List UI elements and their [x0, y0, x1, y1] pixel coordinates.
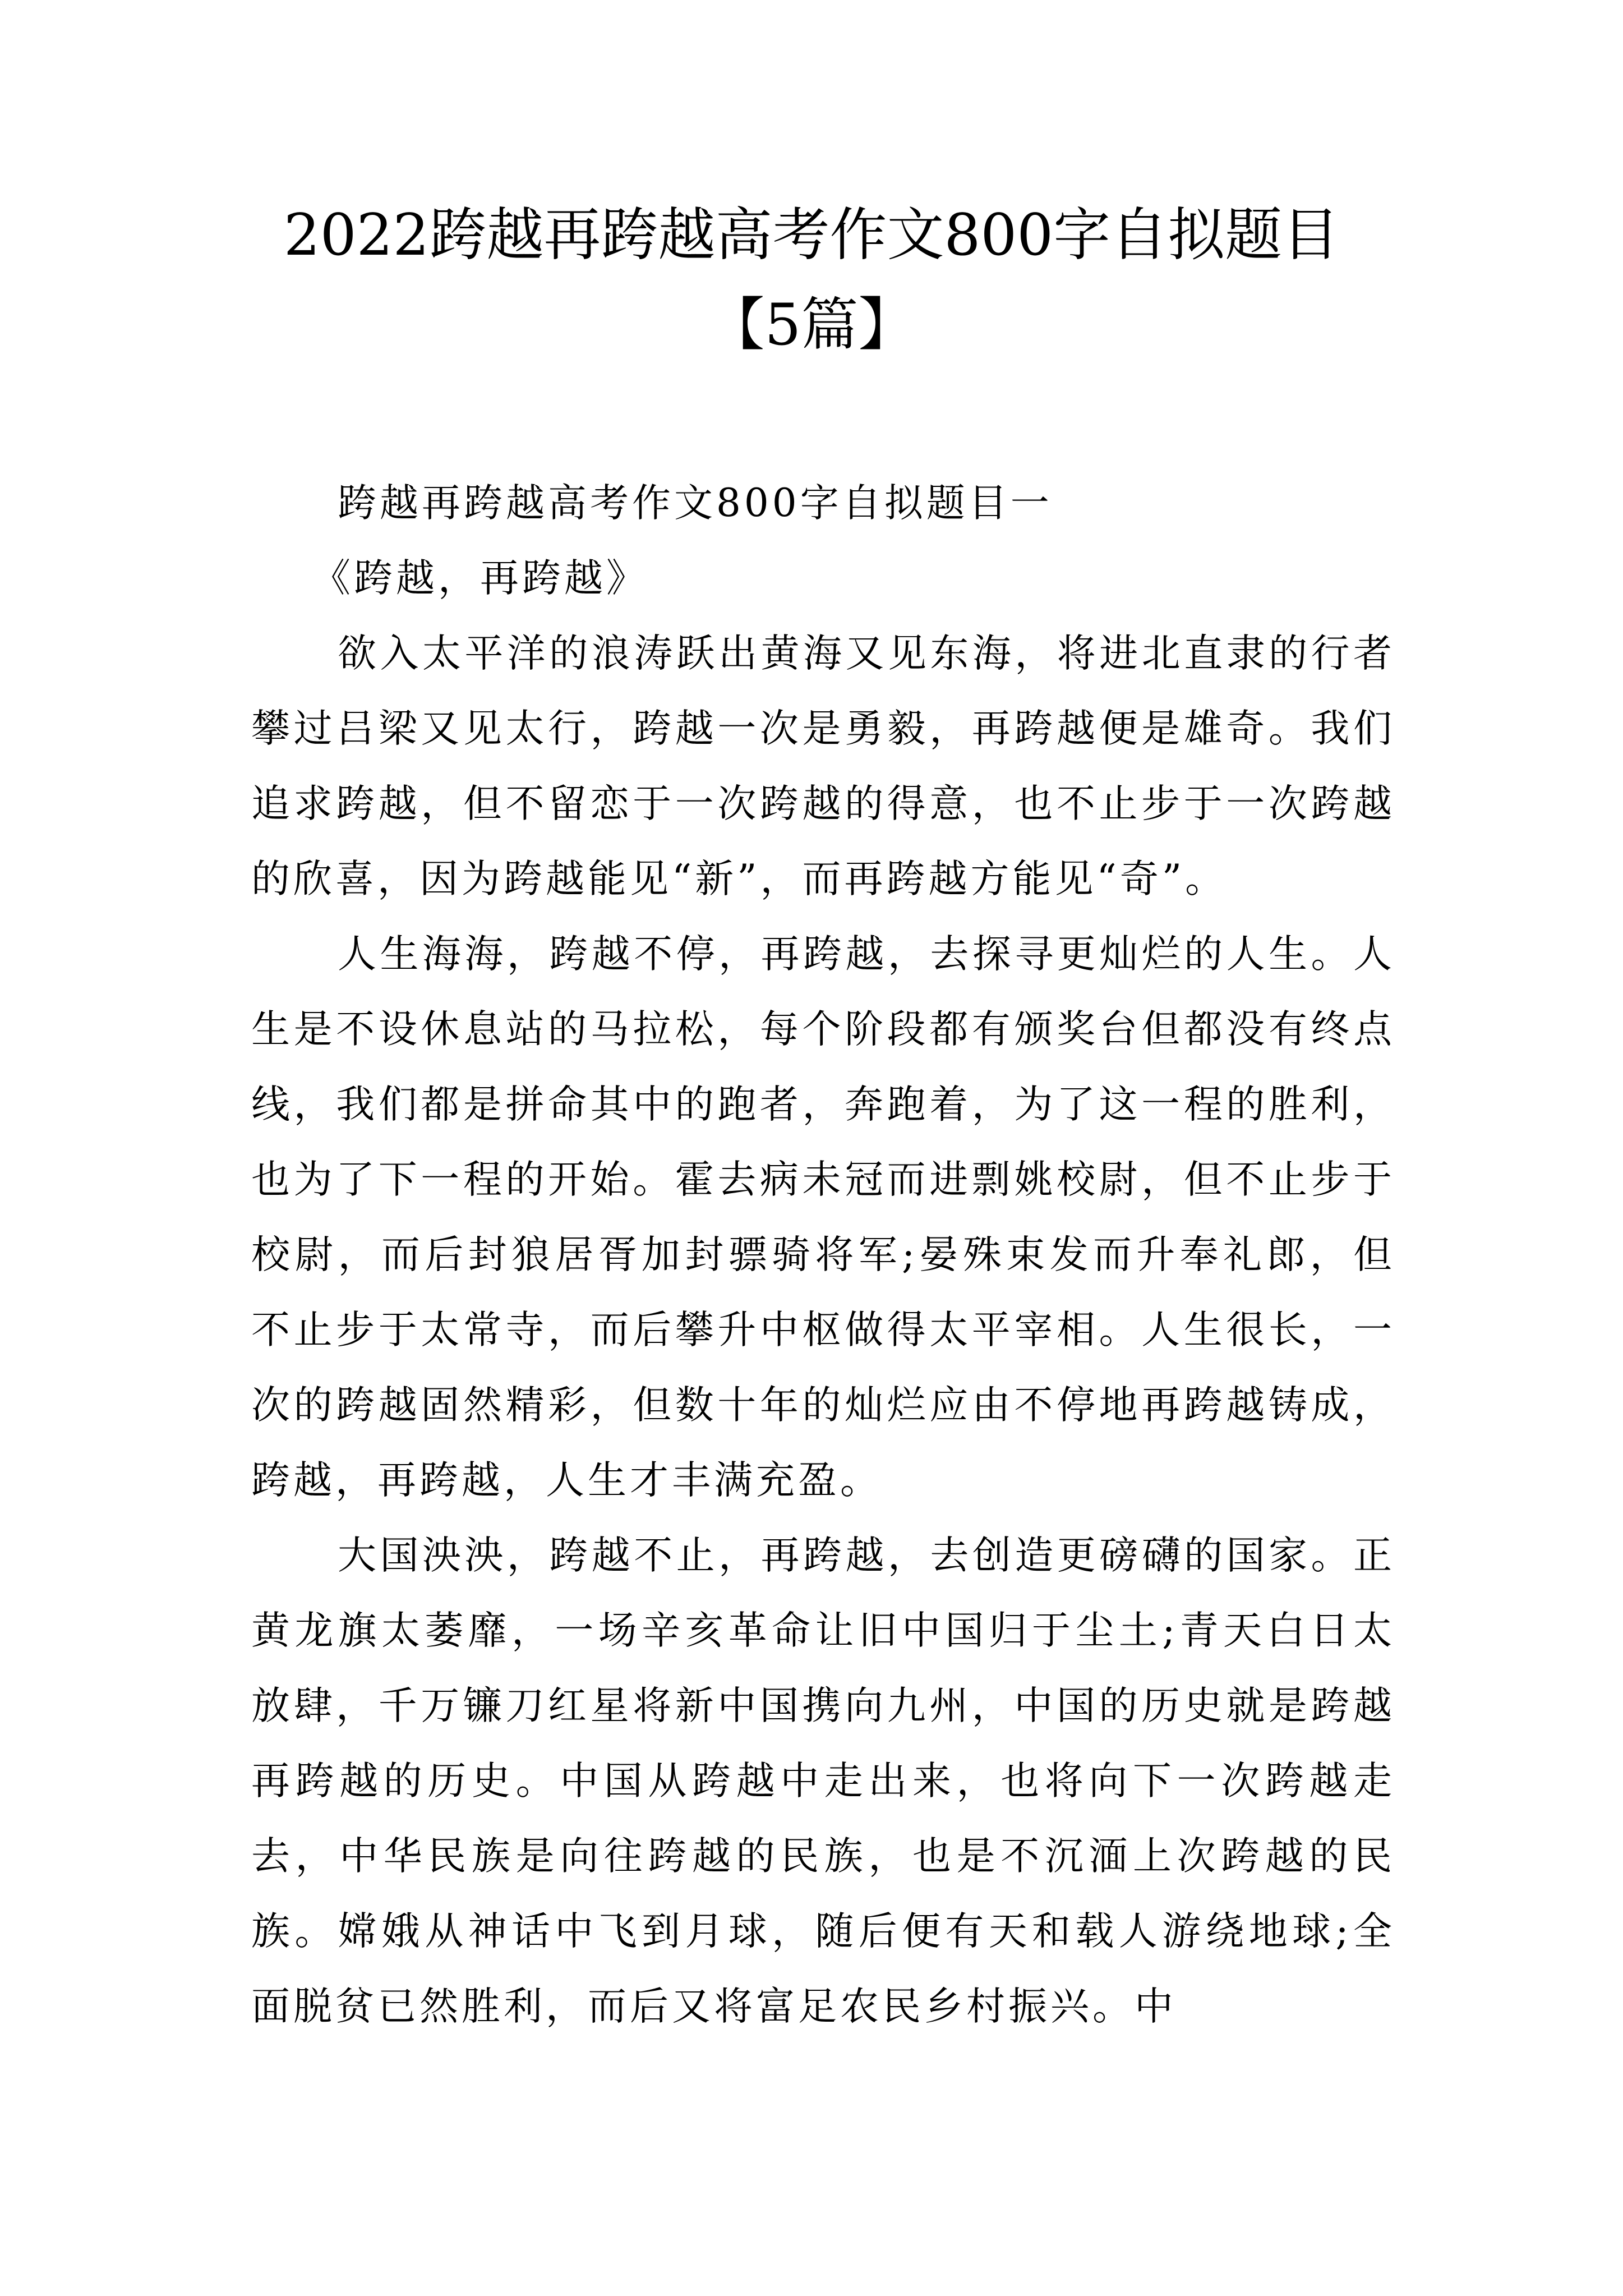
essay-title: 《跨越，再跨越》 — [312, 556, 648, 601]
paragraph-1: 欲入太平洋的浪涛跃出黄海又见东海，将进北直隶的行者攀过吕梁又见太行，跨越一次是勇毅，再跨越便是雄奇。我们追求跨越，但不留恋于一次跨越的得意，也不止步于一次跨越的欣喜，因为跨越能见“新”，而再跨越方能见“奇”。 — [251, 631, 1395, 901]
document-title — [168, 191, 1455, 370]
section-heading: 跨越再跨越高考作文800字自拟题目一 — [338, 481, 1053, 526]
paragraph-2: 人生海海，跨越不停，再跨越，去探寻更灿烂的人生。人生是不设休息站的马拉松，每个阶段都有颁奖台但都没有终点线，我们都是拼命其中的跑者，奔跑着，为了这一程的胜利，也为了下一程的开始。霍去病未冠而进剽姚校尉，但不止步于校尉，而后封狼居胥加封骠骑将军;晏殊束发而升奉礼郎，但不止步于太常寺，而后攀升中枢做得太平宰相。人生很长，一次的跨越固然精彩，但数十年的灿烂应由不停地再跨越铸成，跨越，再跨越，人生才丰满充盈。 — [251, 932, 1395, 1503]
title-line-2: 【5篇】 — [707, 292, 916, 358]
document-body — [251, 466, 1395, 2044]
title-line-1: 2022跨越再跨越高考作文800字自拟题目 — [283, 202, 1340, 269]
paragraph-3: 大国泱泱，跨越不止，再跨越，去创造更磅礴的国家。正黄龙旗太萎靡，一场辛亥革命让旧中国归于尘土;青天白日太放肆，千万镰刀红星将新中国携向九州，中国的历史就是跨越再跨越的历史。中国从跨越中走出来，也将向下一次跨越走去，中华民族是向往跨越的民族，也是不沉湎上次跨越的民族。嫦娥从神话中飞到月球，随后便有天和载人游绕地球;全面脱贫已然胜利，而后又将富足农民乡村振兴。中 — [251, 1533, 1395, 2029]
